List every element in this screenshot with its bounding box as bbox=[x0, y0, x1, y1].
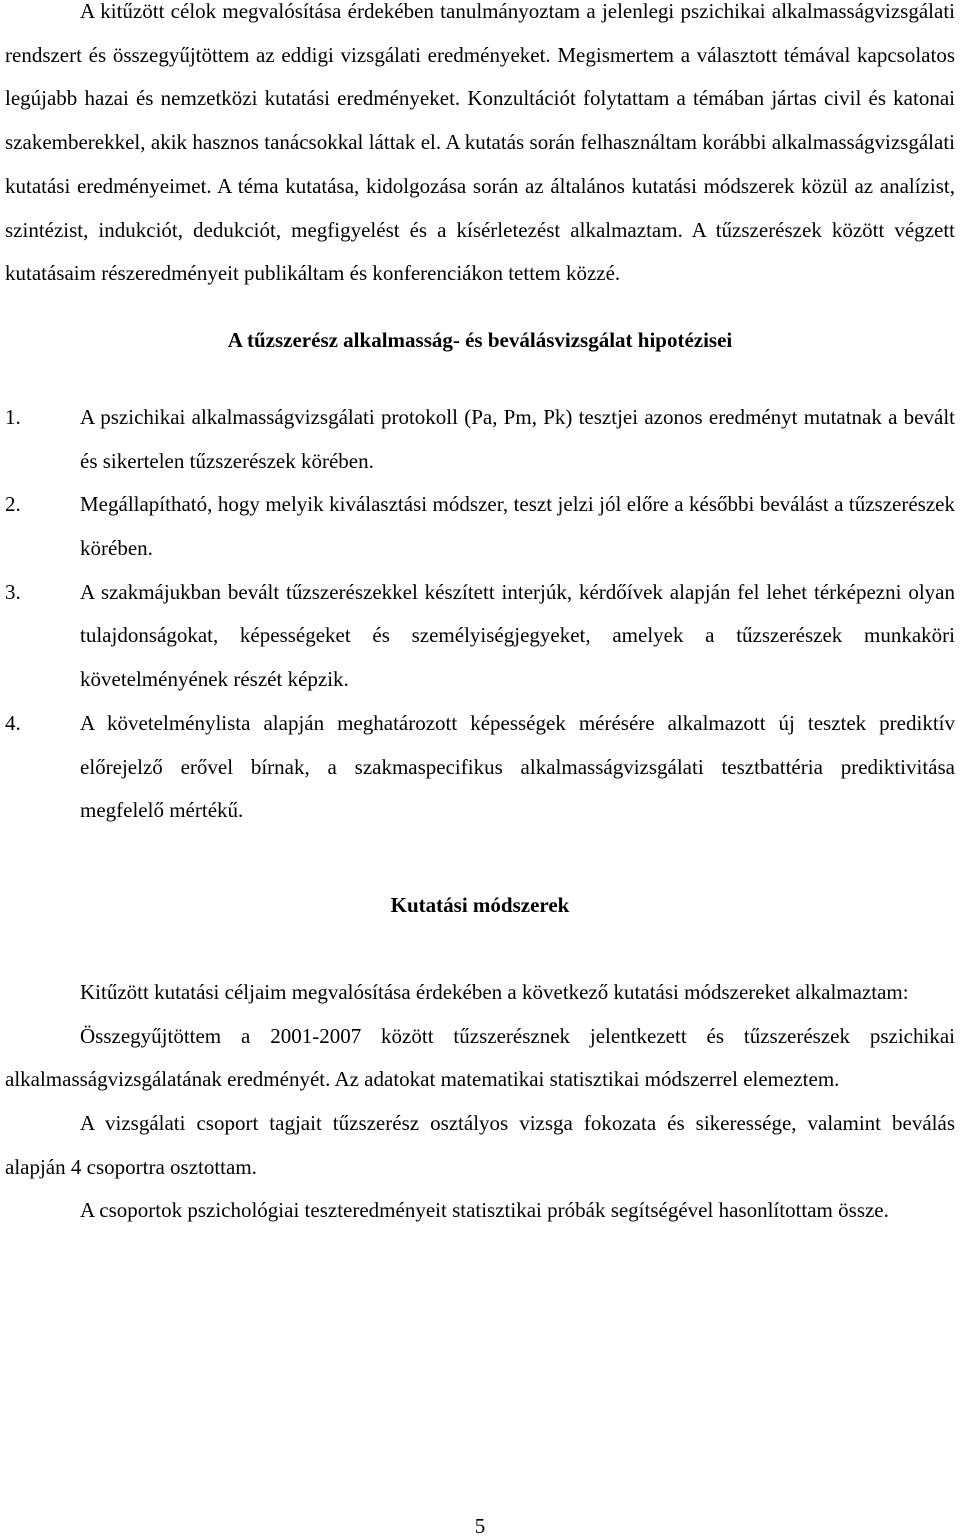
hypothesis-text: A pszichikai alkalmasságvizsgálati protokoll (Pa, Pm, Pk) tesztjei azonos eredményt mutatnak a bevált és sikertelen tűzszerészek körében. bbox=[80, 404, 955, 473]
methods-heading: Kutatási módszerek bbox=[390, 892, 570, 917]
hypothesis-text: A szakmájukban bevált tűzszerészekkel készített interjúk, kérdőívek alapján fel lehet térképezni olyan tulajdonságokat, képességeket és személyiségjegyeket, amelyek a tűzszerészek munkaköri követelményének részét képzik. bbox=[80, 579, 955, 692]
hypothesis-text: Megállapítható, hogy melyik kiválasztási módszer, teszt jelzi jól előre a későbbi beválást a tűzszerészek körében. bbox=[80, 492, 955, 561]
intro-paragraph: A kitűzött célok megvalósítása érdekében tanulmányoztam a jelenlegi pszichikai alkalmasságvizsgálati rendszert és összegyűjtöttem az eddigi vizsgálati eredményeket. Megismertem a választott témával kapcsolatos legújabb hazai és nemzetközi kutatási eredményeket. Konzultációt folytattam a témában jártas civil és katonai szakemberekkel, akik hasznos tanácsokkal láttak el. A kutatás során felhasználtam korábbi alkalmasságvizsgálati kutatási eredményeimet. A téma kutatása, kidolgozása során az általános kutatási módszerek közül az analízist, szintézist, indukciót, dedukciót, megfigyelést és a kísérletezést alkalmaztam. A tűzszerészek között végzett kutatásaim részeredményeit publikáltam és konferenciákon tettem közzé. bbox=[5, 0, 955, 286]
hypothesis-number: 3. bbox=[5, 579, 21, 604]
methods-paragraph: Összegyűjtöttem a 2001-2007 között tűzszerésznek jelentkezett és tűzszerészek pszichikai alkalmasságvizsgálatának eredményét. Az adatokat matematikai statisztikai módszerrel elemeztem. bbox=[5, 1023, 955, 1092]
document-page bbox=[5, 0, 955, 1233]
hypotheses-heading: A tűzszerész alkalmasság- és beválásvizsgálat hipotézisei bbox=[227, 327, 733, 352]
methods-paragraph: Kitűzött kutatási céljaim megvalósítása érdekében a következő kutatási módszereket alkalmaztam: bbox=[80, 979, 909, 1004]
methods-paragraph: A vizsgálati csoport tagjait tűzszerész osztályos vizsga fokozata és sikeressége, valamint beválás alapján 4 csoportra osztottam. bbox=[5, 1111, 955, 1179]
hypothesis-item bbox=[5, 702, 955, 833]
hypothesis-item bbox=[5, 483, 955, 570]
hypothesis-text: A követelménylista alapján meghatározott képességek mérésére alkalmazott új tesztek prediktív előrejelző erővel bírnak, a szakmaspecifikus alkalmasságvizsgálati tesztbattéria prediktivitása megfelelő mértékű. bbox=[80, 710, 955, 823]
hypotheses-list bbox=[5, 396, 955, 833]
hypothesis-number: 1. bbox=[5, 404, 21, 429]
methods-paragraph: A csoportok pszichológiai teszteredményeit statisztikai próbák segítségével hasonlítottam össze. bbox=[80, 1198, 889, 1223]
hypothesis-number: 4. bbox=[5, 710, 21, 735]
hypothesis-number: 2. bbox=[5, 492, 21, 517]
page-number: 5 bbox=[474, 1514, 486, 1538]
hypothesis-item bbox=[5, 571, 955, 702]
hypothesis-item bbox=[5, 396, 955, 483]
